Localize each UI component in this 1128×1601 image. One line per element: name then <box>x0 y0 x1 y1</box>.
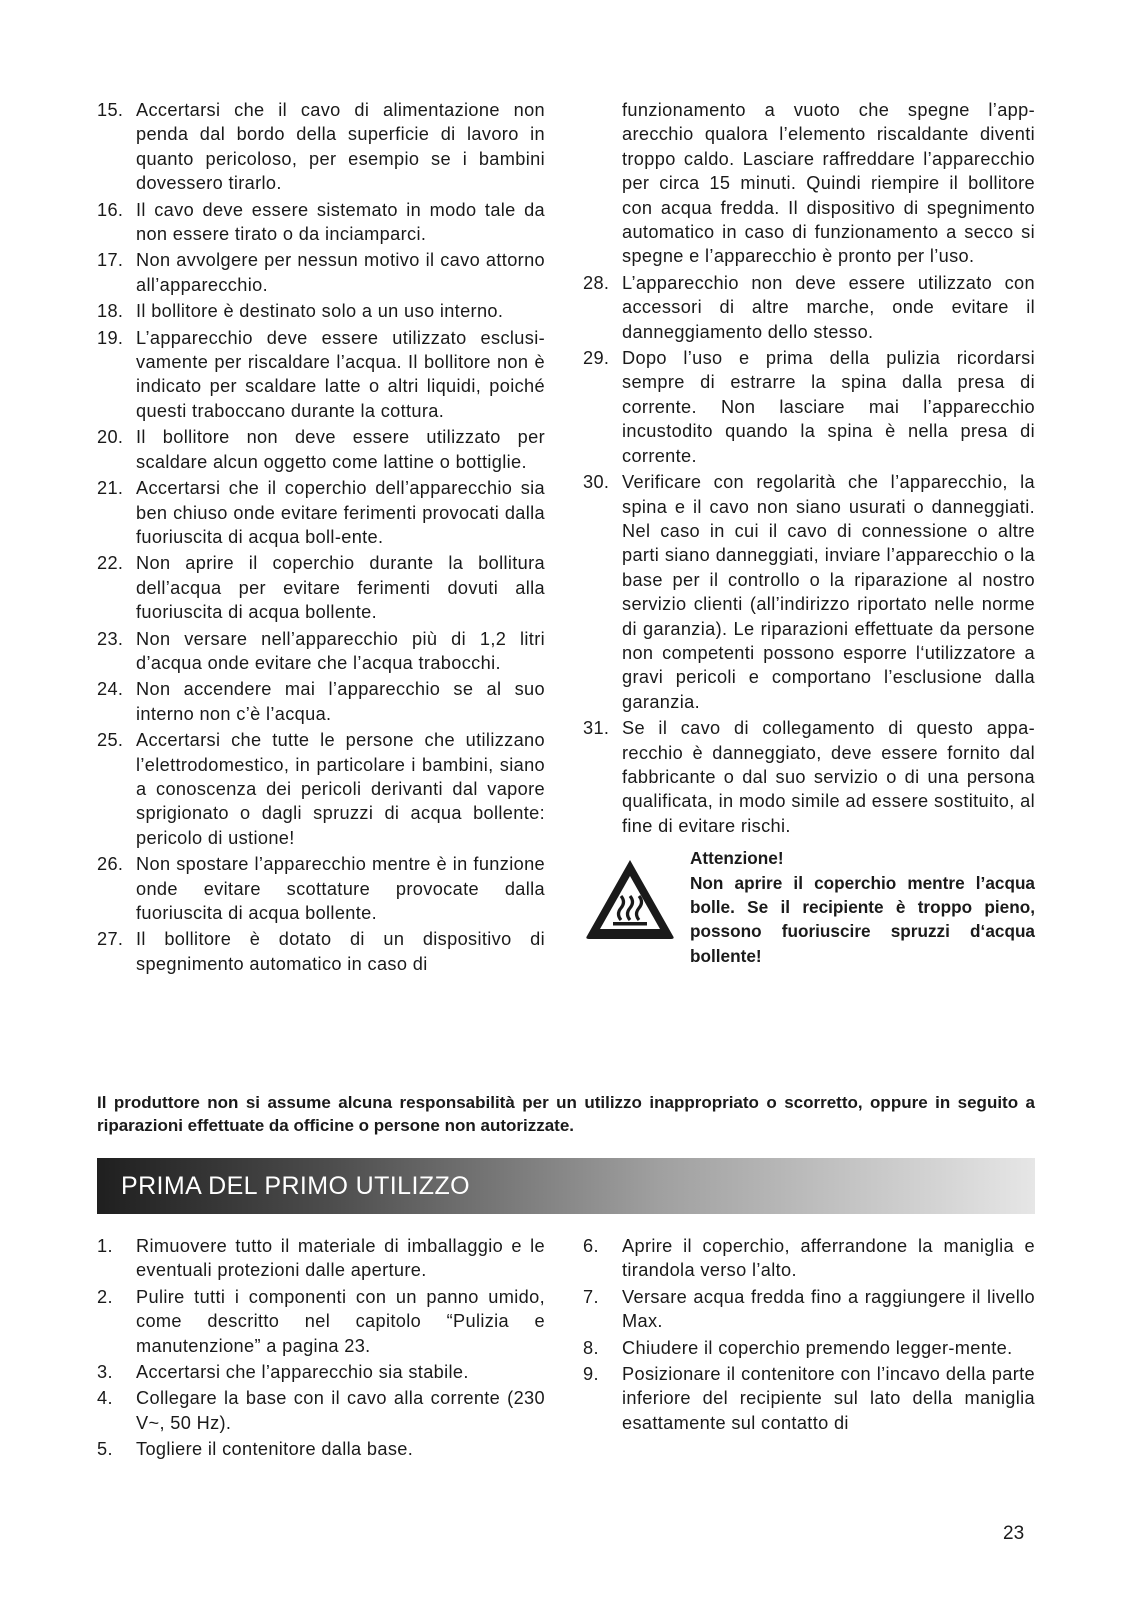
list-item <box>583 1285 1035 1334</box>
list-item <box>97 299 545 323</box>
list-item <box>97 728 545 850</box>
liability-disclaimer: Il produttore non si assume alcuna responsabilità per un utilizzo inappropriato o scorretto, oppure in seguito a riparazioni effettuate da officine o persone non autorizzate. <box>97 1093 1035 1135</box>
item-number: 7. <box>583 1286 599 1307</box>
section-title: PRIMA DEL PRIMO UTILIZZO <box>121 1172 470 1200</box>
list-item <box>583 346 1035 468</box>
item-number: 20. <box>97 427 124 448</box>
list-item <box>97 551 545 624</box>
item-continuation: funzionamento a vuoto che spegne l’app-arecchio qualora l’elemento riscaldante diventi troppo caldo. Lasciare raffreddare l’apparecchio per circa 15 minuti. Quindi riempire il bollitore con acqua fredda. Il dispositivo di spegnimento automatico in caso di funzionamento a secco si spegne e l’apparecchio è pronto per l’uso. <box>622 100 1035 267</box>
list-item <box>97 677 545 726</box>
list-item <box>97 326 545 424</box>
item-number: 6. <box>583 1236 599 1256</box>
item-number: 24. <box>97 679 124 700</box>
item-number: 2. <box>97 1286 113 1307</box>
list-item <box>583 271 1035 344</box>
list-item <box>583 470 1035 714</box>
first-use-list-left <box>97 1234 545 1464</box>
item-text: Se il cavo di collegamento di questo appa-recchio è danneggiato, deve essere fornito dal fabbricante o dal suo servizio o di una persona qualificata, in modo simile ad essere sostituito, al fine di evitare rischi. <box>622 718 1035 836</box>
item-number: 15. <box>97 100 124 120</box>
item-text: Non aprire il coperchio durante la bollitura dell’acqua per evitare ferimenti dovuti alla fuoriuscita di acqua bollente. <box>136 553 545 623</box>
section-header <box>97 1158 1035 1214</box>
warning-text <box>690 846 1035 968</box>
page-number: 23 <box>1003 1523 1025 1544</box>
item-number: 5. <box>97 1439 113 1460</box>
list-item <box>97 198 545 247</box>
item-text: Chiudere il coperchio premendo legger-mente. <box>622 1337 1013 1358</box>
item-text: Non accendere mai l’apparecchio se al suo interno non c’è l’acqua. <box>136 679 545 724</box>
item-number: 1. <box>97 1236 113 1256</box>
list-item <box>97 1437 545 1461</box>
list-item <box>97 425 545 474</box>
item-number: 25. <box>97 730 124 751</box>
item-text: Posizionare il contenitore con l’incavo della parte inferiore del recipiente sul lato della maniglia esattamente sul contatto di <box>622 1364 1035 1433</box>
item-number: 30. <box>583 472 610 493</box>
item-text: L’apparecchio deve essere utilizzato esclusi-vamente per riscaldare l’acqua. Il bollitore non è indicato per scaldare latte o altri liquidi, poiché questi traboccano durante la cottura. <box>136 327 545 421</box>
item-number: 26. <box>97 854 124 875</box>
item-text: Dopo l’uso e prima della pulizia ricordarsi sempre di estrarre la spina dalla presa di corrente. Non lasciare mai l’apparecchio incustodito quando la spina è nella presa di corrente. <box>622 348 1035 466</box>
list-item <box>583 716 1035 838</box>
item-text: Rimuovere tutto il materiale di imballaggio e le eventuali protezioni dalle aperture. <box>136 1236 545 1281</box>
warning-title: Attenzione! <box>690 848 784 869</box>
item-number: 22. <box>97 553 124 574</box>
list-item <box>97 1234 545 1283</box>
list-item <box>97 852 545 925</box>
item-number: 27. <box>97 929 124 950</box>
list-item <box>97 476 545 549</box>
item-text: Il bollitore non deve essere utilizzato per scaldare alcun oggetto come lattine o bottiglie. <box>136 427 545 472</box>
item-text: Accertarsi che l’apparecchio sia stabile. <box>136 1362 469 1383</box>
list-item <box>583 1362 1035 1435</box>
list-item <box>97 1386 545 1435</box>
item-number: 9. <box>583 1364 599 1385</box>
item-text: Pulire tutti i componenti con un panno umido, come descritto nel capitolo “Pulizia e manutenzione” a pagina 23. <box>136 1286 545 1356</box>
item-number: 29. <box>583 348 610 369</box>
item-text: Non spostare l’apparecchio mentre è in funzione onde evitare scottature provocate dalla fuoriuscita di acqua bollente. <box>136 854 545 923</box>
list-item <box>97 1285 545 1358</box>
hot-surface-warning-icon <box>583 856 677 942</box>
item-text: Accertarsi che tutte le persone che utilizzano l’elettrodomestico, in particolare i bambini, siano a conoscenza dei pericoli derivanti dal vapore sprigionato o dagli spruzzi di acqua bollente: pericolo di ustione! <box>136 730 545 848</box>
item-text: Non versare nell’apparecchio più di 1,2 litri d’acqua onde evitare che l’acqua trabocchi. <box>136 628 545 673</box>
item-number: 23. <box>97 628 124 649</box>
item-number: 16. <box>97 199 124 220</box>
item-text: Aprire il coperchio, afferrandone la maniglia e tirandola verso l’alto. <box>622 1236 1035 1281</box>
item-text: Collegare la base con il cavo alla corrente (230 V~, 50 Hz). <box>136 1388 545 1433</box>
item-text: Il bollitore è dotato di un dispositivo di spegnimento automatico in caso di <box>136 929 545 974</box>
list-item <box>583 1234 1035 1283</box>
item-text: Non avvolgere per nessun motivo il cavo attorno all’apparecchio. <box>136 250 545 295</box>
item-number: 4. <box>97 1388 113 1409</box>
first-use-list-right <box>583 1234 1035 1437</box>
item-text: Verificare con regolarità che l’apparecchio, la spina e il cavo non siano usurati o danneggiati. Nel caso in cui il cavo di connessione o altre parti siano danneggiati, inviare l’apparecchio o la base per il controllo o la riparazione al nostro servizio clienti (all’indirizzo riportato nelle norme di garanzia). Le riparazioni effettuate da persone non competenti possono esporre l‘utilizzatore a gravi pericoli e comportano l’esclusione dalla garanzia. <box>622 472 1035 712</box>
warning-box <box>583 846 1035 976</box>
item-text: L’apparecchio non deve essere utilizzato con accessori di altre marche, onde evitare il danneggiamento dello stesso. <box>622 272 1035 342</box>
list-item <box>583 1336 1035 1360</box>
list-item <box>97 927 545 976</box>
item-text: Il bollitore è destinato solo a un uso interno. <box>136 301 504 322</box>
item-number: 18. <box>97 301 124 322</box>
list-item <box>97 98 545 196</box>
item-text: Togliere il contenitore dalla base. <box>136 1439 414 1460</box>
item-number: 3. <box>97 1362 113 1383</box>
item-text: Versare acqua fredda fino a raggiungere il livello Max. <box>622 1286 1035 1332</box>
list-item <box>97 248 545 297</box>
item-number: 8. <box>583 1337 599 1358</box>
item-text: Accertarsi che il cavo di alimentazione non penda dal bordo della superficie di lavoro in quanto pericoloso, per esempio se i bambini dovessero tirarlo. <box>136 100 545 194</box>
warning-body: Non aprire il coperchio mentre l’acqua bolle. Se il recipiente è troppo pieno, possono fuoriuscire spruzzi d‘acqua bollente! <box>690 872 1035 966</box>
safety-list-left <box>97 98 545 978</box>
safety-list-right <box>583 98 1035 976</box>
list-item <box>97 1360 545 1384</box>
item-number: 31. <box>583 718 610 739</box>
item-number: 28. <box>583 272 610 293</box>
item-text: Accertarsi che il coperchio dell’apparecchio sia ben chiuso onde evitare ferimenti provocati dalla fuoriuscita di acqua boll-ente. <box>136 478 545 547</box>
item-text: Il cavo deve essere sistemato in modo tale da non essere tirato o da inciamparci. <box>136 199 545 245</box>
item-number: 21. <box>97 478 124 499</box>
list-item <box>97 627 545 676</box>
item-number: 19. <box>97 327 124 348</box>
item-number: 17. <box>97 250 124 271</box>
